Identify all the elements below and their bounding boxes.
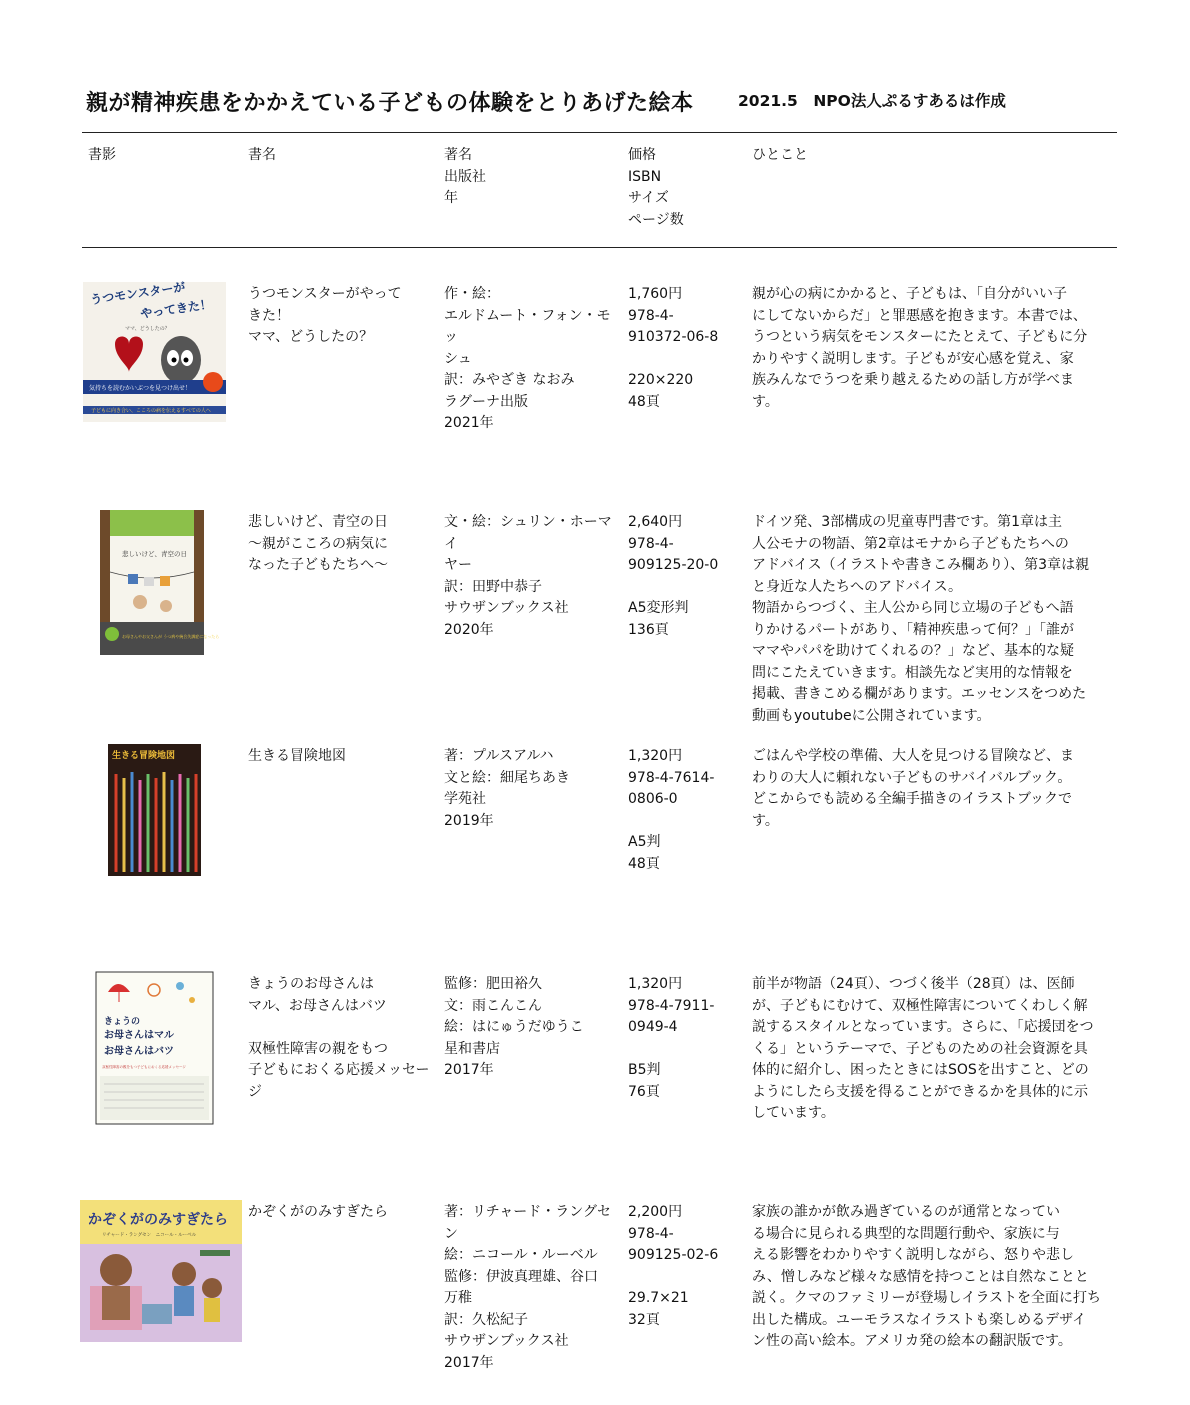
book-cover-kyou-no-okaasan: [96, 972, 213, 1124]
cover-sub: ママ、どうしたの？: [125, 326, 170, 332]
book-cover-ikiru-bouken-chizu: [108, 744, 201, 876]
book-title: 悲しいけど、青空の日 〜親がこころの病気に なった子どもたちへ〜: [248, 514, 388, 573]
page-title: 親が精神疾患をかかえている子どもの体験をとりあげた絵本: [86, 91, 694, 116]
book-price: 1,320円 978-4-7911- 0949-4 B5判 76頁: [628, 976, 715, 1100]
book-author: 著：リチャード・ラングセン 絵：ニコール・ルーベル 監修：伊波真理雄、谷口 万稚 訳：久松紀子 サウザンブックス社 2017年: [444, 1204, 612, 1371]
book-title: きょうのお母さんは マル、お母さんはバツ 双極性障害の親をもつ 子どもにおくる応援メッセー ジ: [248, 976, 430, 1100]
book-note: 前半が物語（24頁）、つづく後半（28頁）は、医師 が、子どもにむけて、双極性障害についてくわしく解 説するスタイルとなっています。さらに、「応援団をつ くる」というテーマで、子どものための社会資源を具 体的に紹介し、困ったときにはSOSを出すこと、どの ようにしたら支援を得ることができるかを具体的に示 しています。: [752, 976, 1094, 1121]
cover-heading: かぞくがのみすぎたら: [88, 1212, 228, 1228]
header-top-rule: [82, 132, 1117, 133]
cover-heading: 生きる冒険地図: [112, 751, 176, 761]
column-header-note: ひとこと: [752, 147, 808, 163]
book-cover-utsu-monster: [83, 279, 226, 422]
column-header-author: 著名 出版社 年: [444, 147, 486, 206]
book-note: 家族の誰かが飲み過ぎているのが通常となってい る場合に見られる典型的な問題行動や、家族に与 える影響をわかりやすく説明しながら、怒りや悲し み、憎しみなど様々な感情を持つことは自然なことと 説く。クマのファミリーが登場しイラストを全面に打ち 出した構成。ユーモラスなイラストも楽しめるデザイ ン性の高い絵本。アメリカ発の絵本の翻訳版です。: [752, 1204, 1102, 1349]
book-price: 2,640円 978-4- 909125-20-0 A5変形判 136頁: [628, 514, 719, 638]
column-header-title: 書名: [248, 147, 276, 163]
book-note: ドイツ発、3部構成の児童専門書です。第1章は主 人公モナの物語、第2章はモナから子どもたちへの アドバイス（イラストや書きこみ欄あり）、第3章は親 と身近な人たちへのアドバイス。 物語からつづく、主人公から同じ立場の子どもへ語 りかけるパートがあり、「精神疾患って何？」「誰が ママやパパを助けてくれるの？」など、基本的な疑 問にこたえていきます。相談先など実用的な情報を 掲載、書きこめる欄があります。エッセンスをつめた 動画もyoutubeに公開されています。: [752, 514, 1090, 724]
book-cover-kanashii-aozora: [100, 510, 220, 655]
book-title: かぞくがのみすぎたら: [248, 1204, 388, 1220]
book-price: 1,760円 978-4- 910372-06-8 220×220 48頁: [628, 286, 719, 410]
book-price: 1,320円 978-4-7614- 0806-0 A5判 48頁: [628, 748, 715, 872]
column-header-cover: 書影: [88, 147, 116, 163]
cover-sub: お母さんやお父さんが うつ病や統合失調症になったら: [122, 634, 220, 639]
book-author: 文・絵：シュリン・ホーマイ ヤー 訳：田野中恭子 サウザンブックス社 2020年: [444, 514, 612, 638]
cover-heading-3: お母さんはバツ: [104, 1046, 174, 1057]
cover-sub: リチャード・ラングセン ニコール・ルーベル: [102, 1233, 197, 1238]
book-author: 著：プルスアルハ 文と絵：細尾ちあき 学苑社 2019年: [444, 748, 570, 829]
book-author: 監修：肥田裕久 文：雨こんこん 絵：はにゅうだゆうこ 星和書店 2017年: [444, 976, 584, 1078]
column-header-price: 価格 ISBN サイズ ページ数: [628, 147, 684, 228]
cover-sub: 双極性障害の親をもつ子どもにおくる応援メッセージ: [102, 1065, 186, 1069]
cover-band: 気持ちを読むかいぶつを見つけ出せ！: [89, 385, 192, 392]
cover-heading-2: お母さんはマル: [104, 1030, 174, 1041]
book-title: 生きる冒険地図: [248, 748, 346, 764]
cover-heading: 悲しいけど、青空の日: [122, 550, 187, 558]
page-subtitle: 2021.5 NPO法人ぷるすあるは作成: [738, 92, 1006, 110]
cover-footer: 子どもに向き合い、こころの病を伝えるすべての人へ: [91, 408, 211, 414]
cover-heading: うつモンスターが: [89, 279, 187, 307]
book-cover-kazoku-ga-nomisugitara: [80, 1200, 242, 1342]
cover-heading-2: やってきた！: [139, 297, 213, 321]
book-note: ごはんや学校の準備、大人を見つける冒険など、ま わりの大人に頼れない子どものサバイバルブック。 どこからでも読める全編手描きのイラストブックで す。: [752, 748, 1074, 829]
cover-heading: きょうの: [104, 1017, 141, 1027]
header-bottom-rule: [82, 247, 1117, 248]
book-note: 親が心の病にかかると、子どもは、「自分がいい子 にしてないからだ」と罪悪感を抱きます。本書では、 うつという病気をモンスターにたとえて、子どもに分 かりやすく説明します。子どもが安心感を覚え、家 族みんなでうつを乗り越えるための話し方が学べま す。: [752, 286, 1088, 410]
book-price: 2,200円 978-4- 909125-02-6 29.7×21 32頁: [628, 1204, 719, 1328]
book-author: 作・絵： エルドムート・フォン・モッ シュ 訳：みやざき なおみ ラグーナ出版 2021年: [444, 286, 611, 431]
book-title: うつモンスターがやって きた！ ママ、どうしたの？: [248, 286, 402, 345]
